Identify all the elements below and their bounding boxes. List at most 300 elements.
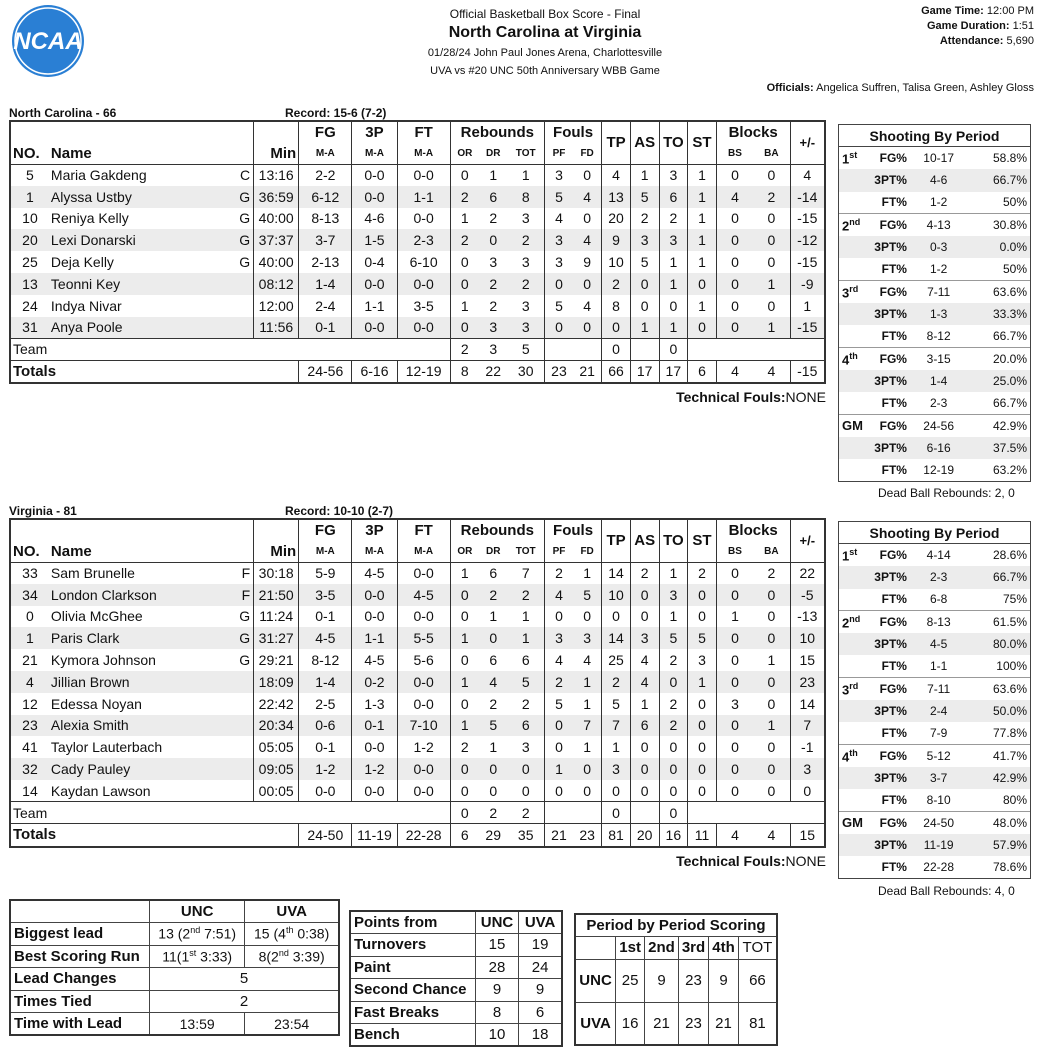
totals-label: Totals	[10, 360, 299, 383]
totals-cell: 6	[688, 360, 717, 383]
stat-cell: 4	[630, 671, 659, 693]
totals-cell: 22-28	[397, 824, 450, 847]
player-name-cell	[49, 584, 254, 606]
stat-cell: 0-0	[397, 164, 450, 186]
period-label	[839, 655, 866, 677]
stat-cell: 1	[508, 606, 545, 628]
stat-cell: 2	[508, 693, 545, 715]
officials	[767, 82, 1034, 94]
stat-cell: 1	[688, 295, 717, 317]
team-row	[10, 802, 825, 824]
player-minutes: 00:05	[254, 780, 299, 802]
stat-cell: 5	[630, 186, 659, 208]
stat-cell: 1	[460, 210, 469, 227]
shooting-type-label: FT%	[881, 860, 907, 875]
stat-cell: 1	[803, 297, 812, 314]
player-name: Alyssa Ustby	[50, 188, 132, 205]
game-header	[300, 6, 790, 80]
stat-cell: 1-5	[352, 229, 397, 251]
period-shooting-row	[839, 834, 1030, 856]
shooting-percentage: 42.9%	[967, 415, 1030, 437]
period-number: GM	[842, 418, 863, 434]
summary-value-uva	[245, 1013, 339, 1036]
player-name-cell	[49, 295, 254, 317]
stat-cell: 0	[753, 208, 790, 230]
period-label	[839, 745, 866, 767]
stat-cell: 2	[508, 229, 545, 251]
stat-cell: 4	[630, 649, 659, 671]
period-number: 3	[842, 682, 850, 698]
stat-cell: 3	[659, 164, 688, 186]
stat-cell: 2	[659, 208, 688, 230]
technical-fouls	[9, 389, 826, 405]
stat-cell: 0-2	[352, 671, 397, 693]
stat-cell: 2	[602, 273, 631, 295]
stat-cell: 0	[716, 317, 753, 339]
summary-value-text: 15 (4	[254, 926, 286, 943]
shooting-percentage: 63.2%	[992, 463, 1027, 478]
period-score: 16	[616, 1002, 645, 1045]
period-shooting-row	[839, 437, 1030, 459]
shooting-percentage: 57.9%	[967, 834, 1030, 856]
col-head-made-attempted: M-A	[352, 143, 397, 164]
stat-cell: 5	[659, 627, 688, 649]
stat-cell: 0	[731, 652, 739, 669]
stat-cell: 6	[489, 652, 498, 669]
totals-cell: 6-16	[352, 360, 397, 383]
player-name-cell	[49, 715, 254, 737]
period-shooting-row	[839, 566, 1030, 588]
shooting-by-period-title: Shooting By Period	[839, 522, 1030, 544]
summary-value-text: 11(1	[162, 948, 190, 965]
summary-row	[10, 990, 339, 1013]
stat-cell: 2	[630, 562, 659, 584]
stat-cell: 2-13	[299, 251, 352, 273]
shooting-type-label: FG%	[866, 745, 910, 767]
stat-cell: 4	[716, 186, 753, 208]
stat-cell: 2	[479, 273, 508, 295]
player-row	[10, 758, 825, 780]
stat-cell: 1-3	[352, 693, 397, 715]
totals-cell: 4	[753, 824, 790, 847]
totals-cell: 11-19	[352, 824, 397, 847]
period-shooting-row	[839, 169, 1030, 191]
summary-value-unc	[150, 945, 245, 968]
period-label	[839, 392, 866, 414]
period-suffix: nd	[849, 217, 861, 228]
stat-cell: 0	[460, 254, 469, 271]
stat-cell: 8	[602, 295, 631, 317]
summary-team-head: UNC	[150, 900, 245, 923]
shooting-percentage: 63.6%	[967, 281, 1030, 303]
totals-cell: 11	[688, 824, 717, 847]
period-label	[839, 348, 866, 370]
shooting-type-label: FT%	[881, 329, 907, 344]
player-row	[10, 736, 825, 758]
shooting-made-attempted: 0-3	[910, 236, 967, 258]
player-minutes: 21:50	[254, 584, 299, 606]
stat-cell: 2	[753, 562, 790, 584]
player-minutes: 18:09	[254, 671, 299, 693]
stat-cell: 0	[450, 273, 479, 295]
period-shooting-row	[839, 589, 1030, 611]
stat-cell: 0	[731, 782, 739, 799]
period-suffix: st	[849, 149, 858, 160]
stat-cell: 7	[508, 562, 545, 584]
player-name-cell	[49, 186, 254, 208]
period-label	[839, 789, 866, 811]
shooting-made-attempted: 1-4	[910, 370, 967, 392]
shooting-type-label: FT%	[881, 463, 907, 478]
points-from-unc: 8	[475, 1001, 518, 1024]
col-head-made-attempted: M-A	[397, 541, 450, 562]
stat-cell: 6	[659, 186, 688, 208]
stat-cell: 4	[479, 671, 508, 693]
period-suffix: th	[849, 747, 858, 758]
stat-cell: 3	[508, 295, 545, 317]
stat-cell: 0	[753, 627, 790, 649]
stat-cell: 1	[731, 608, 739, 625]
col-head-as: AS	[630, 519, 659, 562]
summary-row-label: Lead Changes	[10, 968, 150, 991]
stat-cell: 6	[479, 186, 508, 208]
stat-cell: 0	[573, 208, 602, 230]
period-shooting-row	[839, 459, 1030, 481]
shooting-type-label: FT%	[881, 659, 907, 674]
stat-cell: 2-5	[299, 693, 352, 715]
summary-value-text: 13 (2	[158, 926, 191, 943]
col-head-name: Name	[49, 143, 254, 164]
shooting-percentage: 20.0%	[967, 348, 1030, 370]
stat-cell: 8-12	[299, 649, 352, 671]
stat-cell: 2	[508, 273, 545, 295]
period-label	[839, 611, 866, 633]
totals-cell: 22	[479, 360, 508, 383]
summary-value-text: 8(2	[258, 948, 279, 965]
period-score: 66	[738, 959, 777, 1002]
period-scoring-title: Period by Period Scoring	[575, 914, 777, 937]
period-scoring-table	[574, 913, 778, 1046]
stat-cell: 0	[753, 584, 790, 606]
stat-cell: 3	[659, 229, 688, 251]
shooting-made-attempted: 6-16	[910, 437, 967, 459]
stat-cell: 1	[659, 562, 688, 584]
stat-cell: 5	[555, 297, 563, 314]
stat-cell: -15	[790, 317, 825, 339]
stat-cell: 1	[508, 627, 545, 649]
stat-cell: 0-1	[299, 736, 352, 758]
player-position: G	[239, 232, 251, 249]
stat-cell: 1	[753, 273, 790, 295]
player-number: 32	[10, 758, 49, 780]
stat-cell: -15	[797, 210, 818, 227]
shooting-percentage: 50%	[1002, 262, 1027, 277]
period-team-label: UNC	[575, 959, 616, 1002]
totals-cell: 16	[659, 824, 688, 847]
stat-cell: 0	[573, 164, 602, 186]
stat-cell: 6	[630, 715, 659, 737]
period-label	[839, 856, 866, 878]
stat-cell: 20	[602, 208, 631, 230]
col-head-pf: PF	[544, 143, 573, 164]
period-head: 3rd	[678, 937, 708, 960]
period-suffix: st	[849, 546, 858, 557]
summary-value-text: 23:54	[274, 1015, 310, 1032]
stat-cell: 0	[450, 758, 479, 780]
stat-cell: 2	[688, 562, 717, 584]
player-name-cell	[49, 649, 254, 671]
team-to: 0	[659, 338, 688, 360]
stat-cell: 1	[450, 627, 479, 649]
stat-cell: 0	[573, 273, 602, 295]
totals-cell: 35	[508, 824, 545, 847]
points-from-unc: 28	[475, 956, 518, 979]
shooting-by-period-unc	[838, 124, 1031, 482]
points-from-uva: 19	[519, 934, 562, 957]
col-head-to: TO	[659, 121, 688, 164]
shooting-type-label: FT%	[881, 726, 907, 741]
points-from-uva: 6	[519, 1001, 562, 1024]
stat-cell: 0	[479, 627, 508, 649]
shooting-type-label: FG%	[879, 151, 907, 166]
team-tp: 0	[602, 338, 631, 360]
stat-cell: 7	[790, 715, 825, 737]
shooting-made-attempted: 3-15	[910, 348, 967, 370]
player-name: Deja Kelly	[50, 254, 114, 271]
player-name: Teonni Key	[50, 275, 121, 292]
totals-cell: 29	[479, 824, 508, 847]
stat-cell: 4	[602, 164, 631, 186]
stat-cell: 0	[602, 606, 631, 628]
shooting-by-period-title: Shooting By Period	[839, 125, 1030, 147]
stat-cell: 4	[573, 649, 602, 671]
period-label	[839, 370, 866, 392]
shooting-made-attempted: 7-9	[929, 726, 948, 741]
col-head-st: ST	[688, 519, 717, 562]
player-number: 1	[10, 186, 49, 208]
period-number: 1	[842, 151, 850, 167]
stat-cell: 0	[450, 317, 479, 339]
points-from-uva: 9	[519, 979, 562, 1002]
player-number: 1	[10, 627, 49, 649]
player-name: Reniya Kelly	[50, 210, 129, 227]
totals-cell: 23	[544, 360, 573, 383]
shooting-made-attempted: 3-7	[910, 767, 967, 789]
stat-cell: 6	[508, 649, 545, 671]
stat-cell: 0	[688, 693, 717, 715]
shooting-type-label: 3PT%	[866, 370, 910, 392]
stat-cell: 1-4	[299, 671, 352, 693]
ncaa-logo	[4, 4, 92, 78]
stat-cell: 3	[790, 758, 825, 780]
shooting-percentage: 66.7%	[992, 329, 1027, 344]
stat-cell: 0-0	[397, 606, 450, 628]
shooting-type-label: 3PT%	[866, 437, 910, 459]
stat-cell: 0	[753, 736, 790, 758]
period-shooting-row	[839, 678, 1030, 700]
stat-cell: 0	[716, 584, 753, 606]
summary-period-suffix: th	[285, 925, 294, 936]
stat-cell: 0	[803, 782, 812, 799]
player-number: 41	[22, 739, 38, 756]
stat-cell: 0-0	[352, 736, 397, 758]
stat-cell: 0	[753, 671, 790, 693]
stat-cell: 1	[630, 693, 659, 715]
player-number: 23	[10, 715, 49, 737]
stat-cell: 0	[688, 780, 717, 802]
stat-cell: 4	[803, 167, 812, 184]
shooting-made-attempted: 5-12	[910, 745, 967, 767]
team-or: 2	[450, 338, 479, 360]
col-head-fg: FG	[299, 519, 352, 541]
period-score: 25	[616, 959, 645, 1002]
shooting-type-label: FT%	[881, 793, 907, 808]
stat-cell: 1-1	[352, 295, 397, 317]
stat-cell: 0	[716, 627, 753, 649]
col-head-blocks: Blocks	[716, 121, 790, 143]
stat-cell: 2	[602, 671, 631, 693]
technical-fouls-value: NONE	[785, 852, 826, 869]
stat-cell: 5	[479, 715, 508, 737]
stat-cell: 0	[753, 693, 790, 715]
stat-cell: 0	[716, 671, 753, 693]
stat-cell: 6	[489, 565, 498, 582]
period-shooting-row	[839, 633, 1030, 655]
period-head: 2nd	[645, 937, 679, 960]
period-shooting-row	[839, 370, 1030, 392]
shooting-type-label: 3PT%	[866, 700, 910, 722]
player-name: Paris Clark	[50, 630, 120, 647]
period-number: 4	[842, 352, 850, 368]
shooting-percentage: 25.0%	[967, 370, 1030, 392]
stat-cell: 2-3	[397, 229, 450, 251]
summary-value: 2	[150, 990, 339, 1013]
technical-fouls-label: Technical Fouls:	[676, 852, 786, 869]
stat-cell: 0	[753, 295, 790, 317]
stat-cell: 5	[630, 251, 659, 273]
period-label	[839, 834, 866, 856]
stat-cell: 1	[659, 251, 688, 273]
stat-cell: 0	[450, 584, 479, 606]
shooting-type-label: FG%	[866, 348, 910, 370]
team-row-label: Team	[10, 338, 450, 360]
summary-row-label: Best Scoring Run	[10, 945, 150, 968]
stat-cell: 0	[688, 273, 717, 295]
stat-cell: 4	[544, 584, 573, 606]
stat-cell: 1	[659, 273, 688, 295]
stat-cell: 5	[555, 695, 563, 712]
period-head: 4th	[709, 937, 739, 960]
player-row	[10, 251, 825, 273]
col-head-tp: TP	[602, 121, 631, 164]
summary-period-suffix: st	[189, 947, 197, 958]
period-label	[839, 236, 866, 258]
player-position: G	[239, 630, 251, 647]
summary-value-time: 3:33)	[196, 948, 233, 965]
points-from-label: Second Chance	[350, 979, 475, 1002]
summary-row-label: Time with Lead	[10, 1013, 150, 1036]
stat-cell: 1	[544, 758, 573, 780]
period-shooting-row	[839, 281, 1030, 303]
stat-cell: 0	[460, 652, 469, 669]
period-number: 4	[842, 749, 850, 765]
col-head-made-attempted: M-A	[352, 541, 397, 562]
shooting-made-attempted: 4-14	[926, 548, 951, 563]
shooting-type-label: FG%	[866, 812, 910, 834]
stat-cell: 0	[716, 229, 753, 251]
shooting-percentage: 28.6%	[992, 548, 1027, 563]
player-number: 21	[22, 652, 38, 669]
col-head-ft: FT	[397, 121, 450, 143]
player-number: 20	[10, 229, 49, 251]
team-name: Virginia - 81	[9, 504, 77, 518]
stat-cell: 1	[508, 164, 545, 186]
stat-cell: 0	[573, 317, 602, 339]
stat-cell: 2	[450, 186, 479, 208]
player-minutes: 22:42	[254, 693, 299, 715]
player-row	[10, 584, 825, 606]
stat-cell: 1-1	[397, 186, 450, 208]
shooting-made-attempted: 11-19	[910, 834, 967, 856]
player-row	[10, 186, 825, 208]
stat-cell: 0	[544, 273, 573, 295]
stat-cell: 0	[460, 782, 469, 799]
stat-cell: 0	[688, 584, 717, 606]
summary-value: 5	[150, 968, 339, 991]
stat-cell: 3-5	[397, 295, 450, 317]
stat-cell: 5	[508, 671, 545, 693]
logo-text: NCAA	[13, 28, 83, 55]
shooting-type-label: 3PT%	[866, 834, 910, 856]
stat-cell: 0-0	[352, 273, 397, 295]
summary-row-label: Biggest lead	[10, 923, 150, 946]
summary-period-suffix: nd	[278, 947, 289, 958]
stat-cell: 9	[602, 229, 631, 251]
col-head-as: AS	[630, 121, 659, 164]
period-number: 1	[842, 548, 850, 564]
team-record: Record: 15-6 (7-2)	[285, 106, 387, 120]
stat-cell: 0	[731, 254, 739, 271]
player-number: 25	[22, 254, 38, 271]
col-head-rebounds: Rebounds	[450, 121, 544, 143]
player-minutes: 29:21	[254, 649, 299, 671]
stat-cell: 1	[489, 608, 498, 625]
shooting-made-attempted: 1-2	[929, 262, 948, 277]
period-scoring	[574, 913, 778, 1046]
shooting-percentage: 42.9%	[967, 767, 1030, 789]
shooting-type-label: FT%	[881, 195, 907, 210]
stat-cell: 5-6	[397, 649, 450, 671]
points-from-row	[350, 956, 562, 979]
stat-cell: 0-0	[352, 186, 397, 208]
stat-cell: 0-0	[397, 780, 450, 802]
period-label	[839, 214, 866, 236]
stat-cell: 22	[799, 565, 816, 582]
points-from-table	[349, 910, 563, 1047]
player-name-cell	[49, 273, 254, 295]
period-score: 21	[709, 1002, 739, 1045]
stat-cell: 0	[544, 317, 573, 339]
stat-cell: 3	[555, 167, 563, 184]
stat-cell: 1-2	[352, 758, 397, 780]
period-number: 2	[842, 218, 850, 234]
player-name: Jillian Brown	[50, 673, 130, 690]
points-from-row	[350, 979, 562, 1002]
player-number: 4	[10, 671, 49, 693]
col-head-made-attempted: M-A	[299, 143, 352, 164]
shooting-made-attempted: 24-56	[910, 415, 967, 437]
summary-period-suffix: nd	[190, 925, 201, 936]
